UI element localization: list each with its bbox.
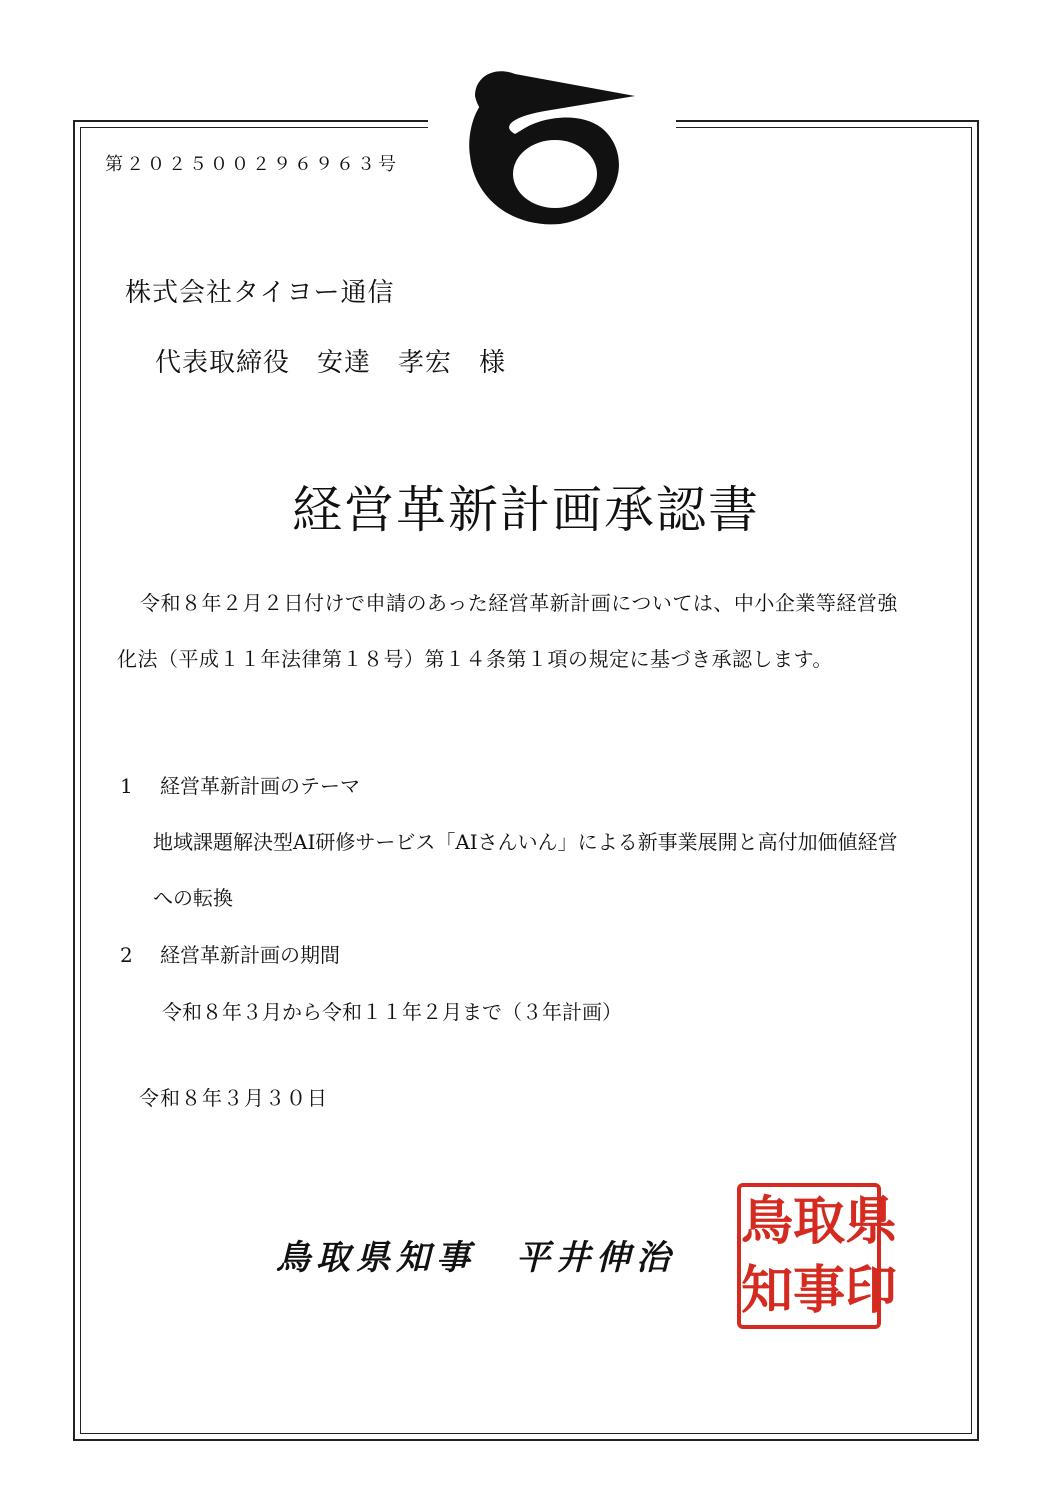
seal-char: 県 <box>845 1191 898 1252</box>
issue-date: 令和８年３月３０日 <box>139 1086 328 1110</box>
section-2-number: 2 <box>120 943 133 967</box>
section-2-heading <box>120 939 340 968</box>
section-1-line-2: への転換 <box>153 886 233 910</box>
seal-char: 印 <box>845 1260 898 1321</box>
section-1-number: 1 <box>120 774 133 798</box>
section-2-line-1: 令和８年３月から令和１１年２月まで（３年計画） <box>162 1000 622 1024</box>
seal-char: 鳥 <box>741 1191 794 1252</box>
section-1-heading <box>120 770 360 799</box>
body-line-2: 化法（平成１１年法律第１８号）第１４条第１項の規定に基づき承認します。 <box>117 647 833 671</box>
section-1-title: 経営革新計画のテーマ <box>160 774 360 798</box>
recipient-representative: 代表取締役 安達 孝宏 様 <box>155 348 507 378</box>
issuer-signature: 鳥取県知事 平井伸治 <box>276 1238 676 1278</box>
seal-char: 取 <box>793 1191 846 1252</box>
prefecture-emblem-icon <box>455 56 645 228</box>
certificate-number: 第２０２５００２９６９６３号 <box>105 154 399 175</box>
seal-char: 事 <box>793 1260 846 1321</box>
seal-char: 知 <box>741 1260 794 1321</box>
recipient-company: 株式会社タイヨー通信 <box>125 278 395 308</box>
document-title: 経営革新計画承認書 <box>292 481 760 539</box>
official-seal-stamp <box>737 1183 898 1329</box>
section-1-line-1: 地域課題解決型AI研修サービス「AIさんいん」による新事業展開と高付加価値経営 <box>153 830 898 854</box>
section-2-title: 経営革新計画の期間 <box>160 943 340 967</box>
body-line-1: 令和８年２月２日付けで申請のあった経営革新計画については、中小企業等経営強 <box>140 591 898 615</box>
